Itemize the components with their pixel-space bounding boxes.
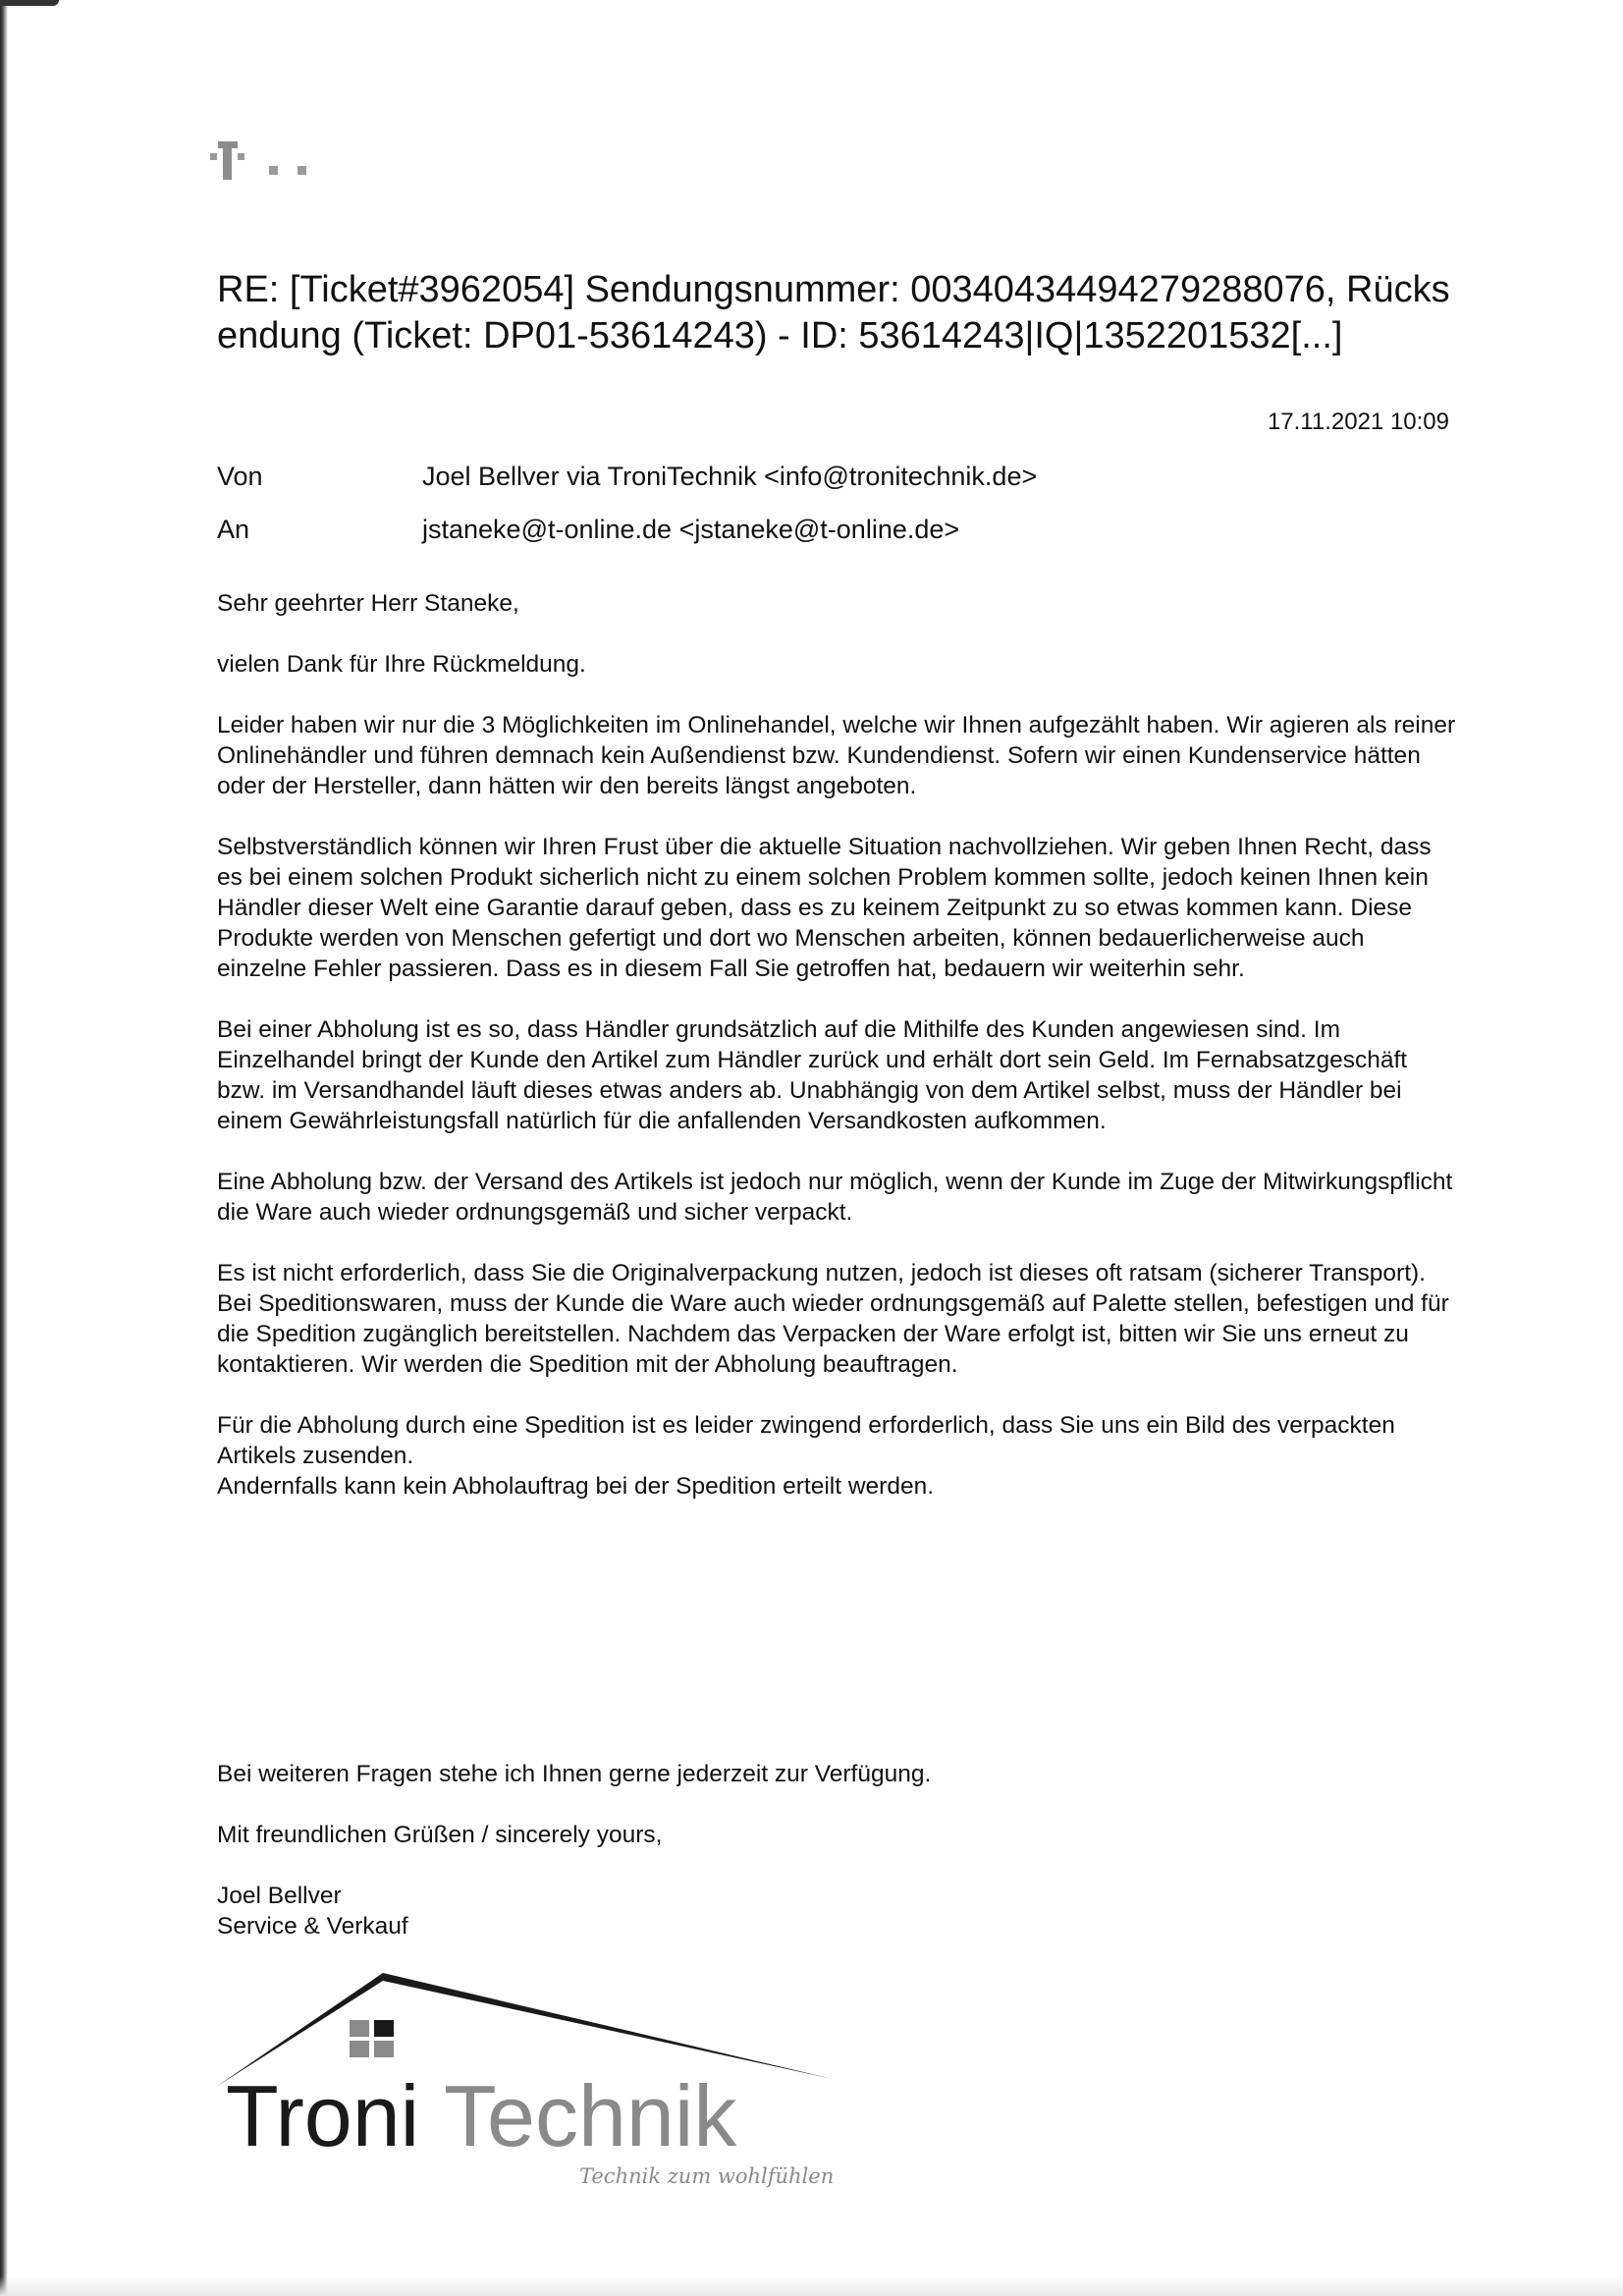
email-date: 17.11.2021 10:09 xyxy=(1267,409,1449,435)
otherwise-paragraph: Andernfalls kann kein Abholauftrag bei der Spedition erteilt werden. xyxy=(217,1473,935,1500)
signature-role: Service & Verkauf xyxy=(217,1913,408,1940)
frustration-paragraph: Selbstverständlich können wir Ihren Frust über die aktuelle Situation nachvollziehen. Wir geben Ihnen Recht, dass es bei einem solchen Produkt sicherlich nicht zu einem solchen Problem kommen sollte, jedoch keinen Ihnen kein Händler dieser Welt eine Garantie darauf geben, dass es zu keinem Zeitpunkt zu so etwas kommen kann. Diese Produkte werden von Menschen gefertigt und dort wo Menschen arbeiten, können bedauerlicherweise auch einzelne Fehler passieren. Dass es in diesem Fall Sie getroffen hat, bedauern wir weiterhin sehr. xyxy=(217,834,1432,982)
scan-edge-left xyxy=(0,0,8,2296)
logo-tagline: Technik zum wohlfühlen xyxy=(579,2164,835,2188)
pickup-paragraph: Bei einer Abholung ist es so, dass Händler grundsätzlich auf die Mithilfe des Kunden angewiesen sind. Im Einzelhandel bringt der Kunde den Artikel zum Händler zurück und erhält dort sein Geld. Im Fernabsatzgeschäft bzw. im Versandhandel läuft dieses etwas anders ab. Unabhängig von dem Artikel selbst, muss der Händler bei einem Gewährleistungsfall natürlich für die anfallenden Versandkosten aufkommen. xyxy=(217,1016,1408,1134)
thanks-paragraph: vielen Dank für Ihre Rückmeldung. xyxy=(217,651,586,678)
photo-paragraph: Für die Abholung durch eine Spedition ist es leider zwingend erforderlich, dass Sie uns ein Bild des verpackten Artikels zusenden. xyxy=(217,1412,1395,1469)
regards-line: Mit freundlichen Grüßen / sincerely yours, xyxy=(217,1822,663,1848)
logo-wordmark-troni: Troni xyxy=(226,2067,420,2164)
logo-wordmark-technik: Technik xyxy=(444,2067,737,2164)
telekom-t-logo-icon xyxy=(210,139,318,189)
signature-name: Joel Bellver xyxy=(217,1883,342,1909)
email-closing xyxy=(217,1759,1395,1941)
tronitechnik-house-logo-icon xyxy=(216,1969,844,2200)
scan-edge-bottom xyxy=(0,2276,1623,2296)
questions-line: Bei weiteren Fragen stehe ich Ihnen gerne jederzeit zur Verfügung. xyxy=(217,1761,932,1787)
packaging-paragraph: Eine Abholung bzw. der Versand des Artikels ist jedoch nur möglich, wenn der Kunde im Zuge der Mitwirkungspflicht die Ware auch wieder ordnungsgemäß und sicher verpackt. xyxy=(217,1169,1453,1226)
from-value: Joel Bellver via TroniTechnik <info@tronitechnik.de> xyxy=(422,462,1038,491)
email-body xyxy=(217,588,1456,1502)
shipping-paragraph: Es ist nicht erforderlich, dass Sie die Originalverpackung nutzen, jedoch ist dieses oft ratsam (sicherer Transport). Bei Speditionswaren, muss der Kunde die Ware auch wieder ordnungsgemäß auf Palette stellen, befestigen und für die Spedition zugänglich bereitstellen. Nachdem das Verpacken der Ware erfolgt ist, bitten wir Sie uns erneut zu kontaktieren. Wir werden die Spedition mit der Abholung beauftragen. xyxy=(217,1260,1449,1378)
from-label: Von xyxy=(217,462,263,491)
email-subject: RE: [Ticket#3962054] Sendungsnummer: 00340434494279288076, Rücksendung (Ticket: DP01-53614243) - ID: 53614243|IQ|1352201532[...] xyxy=(217,269,1450,356)
to-value: jstaneke@t-online.de <jstaneke@t-online.de> xyxy=(422,515,960,544)
options-paragraph: Leider haben wir nur die 3 Möglichkeiten im Onlinehandel, welche wir Ihnen aufgezählt haben. Wir agieren als reiner Onlinehändler und führen demnach kein Außendienst bzw. Kundendienst. Sofern wir einen Kundenservice hätten oder der Hersteller, dann hätten wir den bereits längst angeboten. xyxy=(217,712,1456,799)
salutation: Sehr geehrter Herr Staneke, xyxy=(217,590,519,617)
to-label: An xyxy=(217,515,250,544)
scan-edge-top xyxy=(0,0,59,6)
